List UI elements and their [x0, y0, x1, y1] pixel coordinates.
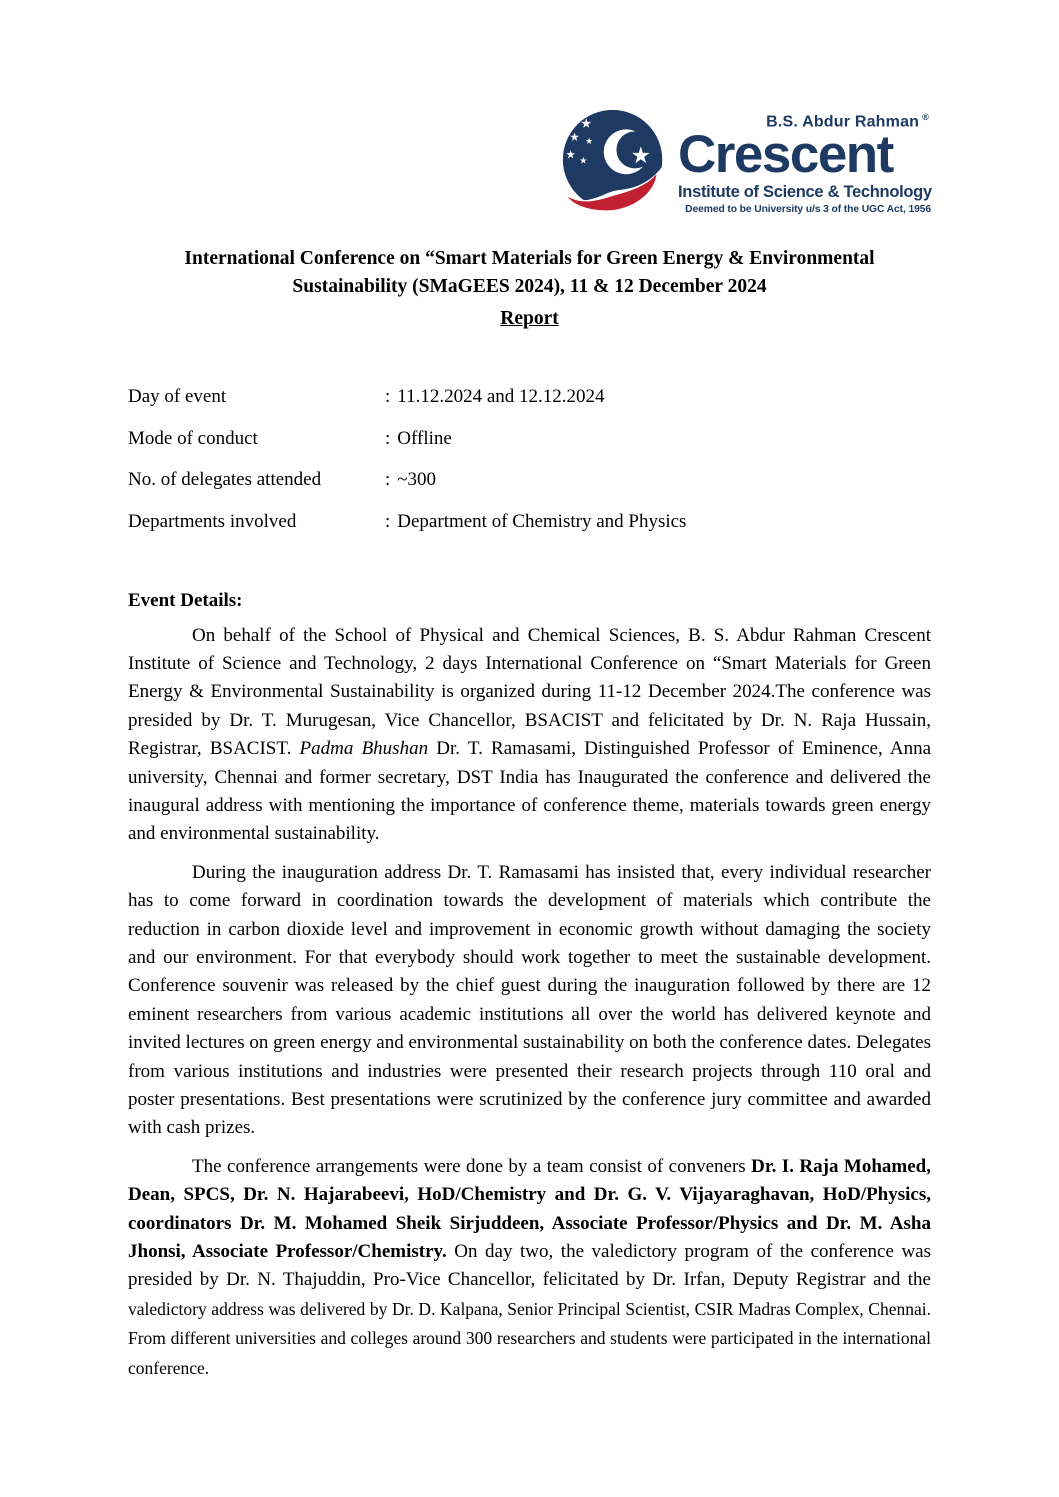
summary-separator: :: [385, 510, 391, 532]
summary-value: Department of Chemistry and Physics: [397, 510, 687, 532]
registered-trademark-icon: ®: [922, 112, 929, 122]
summary-value: ~300: [397, 469, 437, 490]
logo-lockup: [556, 107, 931, 223]
summary-value: Offline: [397, 427, 452, 449]
summary-row-day-of-event: [128, 383, 931, 411]
institution-logo: [128, 107, 931, 223]
institute-name-text: Institute of Science & Technology: [678, 183, 932, 202]
summary-row-delegates-attended: [128, 466, 931, 494]
summary-label: Day of event: [128, 386, 227, 407]
paragraph-text-italic: Padma Bhushan: [299, 738, 429, 760]
event-summary: [128, 383, 931, 536]
summary-row-mode-of-conduct: [128, 425, 931, 453]
event-details-heading: Event Details:: [128, 589, 243, 611]
summary-label: Mode of conduct: [128, 427, 258, 449]
paragraph-keynote-summary: [128, 859, 931, 1143]
report-heading: Report: [500, 308, 559, 329]
paragraph-inauguration-overview: [128, 622, 931, 849]
summary-row-departments-involved: [128, 508, 931, 536]
brand-name-text: Crescent: [678, 125, 893, 185]
paragraph-organizing-team: [128, 1153, 931, 1383]
summary-separator: :: [385, 386, 391, 407]
summary-separator: :: [385, 469, 391, 490]
summary-label: Departments involved: [128, 510, 297, 532]
conference-title: International Conference on “Smart Materials for Green Energy & Environmental Sustainability (SMaGEES 2024), 11 & 12 December 2024: [184, 248, 875, 297]
summary-label: No. of delegates attended: [128, 469, 322, 490]
crescent-moon-and-stars-emblem-icon: [556, 107, 673, 222]
paragraph-text: The conference arrangements were done by a team consist of conveners: [192, 1155, 752, 1177]
paragraph-text: On day two, the valedictory program of the conference was presided by Dr. N. Thajuddin, Pro-Vice Chancellor, felicitated by Dr. Irfan, Deputy Registrar and the: [128, 1241, 931, 1291]
paragraph-text-small: valedictory address was delivered by Dr. D. Kalpana, Senior Principal Scientist, CSIR Madras Complex, Chennai. From different universities and colleges around 300 researchers and students were participated in the international conference.: [128, 1298, 931, 1378]
summary-value: 11.12.2024 and 12.12.2024: [397, 386, 605, 407]
logo-text-block: [678, 107, 931, 215]
paragraph-text: During the inauguration address Dr. T. Ramasami has insisted that, every individual researcher has to come forward in coordination towards the development of materials which contribute the reduction in carbon dioxide level and improvement in economic growth without damaging the society and our environment. For that everybody should work together to meet the sustainable development. Conference souvenir was released by the chief guest during the inauguration followed by there are 12 eminent researchers from various academic institutions all over the world has delivered keynote and invited lectures on green energy and environmental sustainability on both the conference dates. Delegates from various institutions and industries were presented their research projects through 110 oral and poster presentations. Best presentations were scrutinized by the conference jury committee and awarded with cash prizes.: [128, 861, 931, 1139]
paragraph-text-bold: Dr. I. Raja Mohamed, Dean, SPCS, Dr. N. Hajarabeevi, HoD/Chemistry and Dr. G. V. Vijayaraghavan, HoD/Physics, coordinators Dr. M. Mohamed Sheik Sirjuddeen, Associate Professor/Physics and Dr. M. Asha Jhonsi, Associate Professor/Chemistry.: [128, 1155, 932, 1263]
brand-owner-name: B.S. Abdur Rahman: [766, 113, 920, 131]
summary-separator: :: [385, 427, 391, 449]
university-tagline-text: Deemed to be University u/s 3 of the UGC Act, 1956: [685, 204, 931, 216]
paragraph-text: Dr. T. Ramasami, Distinguished Professor of Eminence, Anna university, Chennai and former secretary, DST India has Inaugurated the conference and delivered the inaugural address with mentioning the importance of conference theme, materials towards green energy and environmental sustainability.: [128, 738, 932, 845]
paragraph-text: On behalf of the School of Physical and Chemical Sciences, B. S. Abdur Rahman Crescent Institute of Science and Technology, 2 days International Conference on “Smart Materials for Green Energy & Environmental Sustainability is organized during 11-12 December 2024.The conference was presided by Dr. T. Murugesan, Vice Chancellor, BSACIST and felicitated by Dr. N. Raja Hussain, Registrar, BSACIST.: [128, 624, 931, 760]
